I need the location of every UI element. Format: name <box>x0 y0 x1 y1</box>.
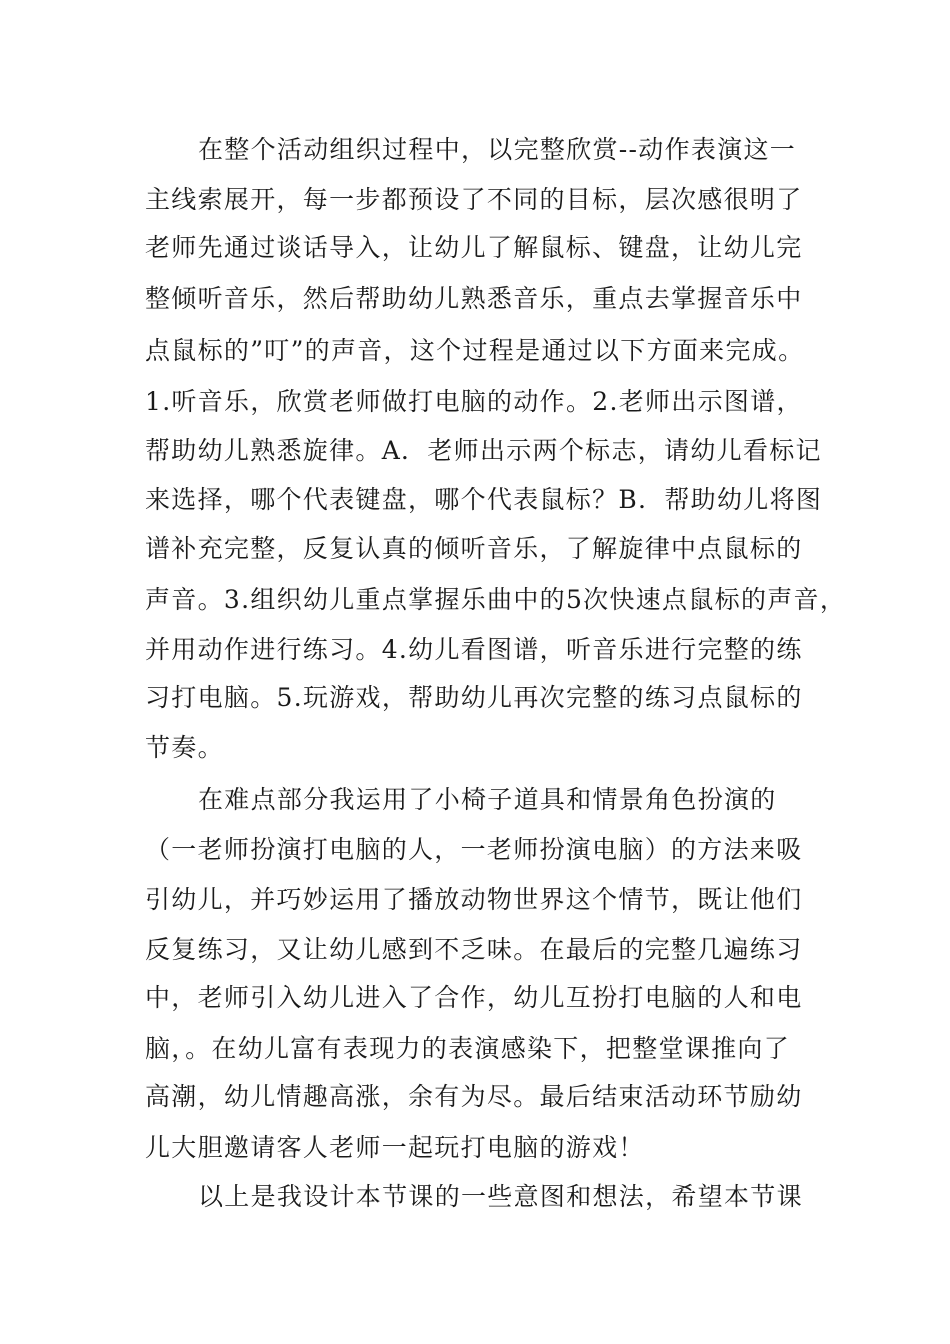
paragraph-1-line-9: 谱补充完整，反复认真的倾听音乐，了解旋律中点鼠标的 <box>145 534 803 563</box>
paragraph-1-line-3: 老师先通过谈话导入，让幼儿了解鼠标、键盘，让幼儿完 <box>145 233 803 262</box>
paragraph-1-line-4: 整倾听音乐，然后帮助幼儿熟悉音乐，重点去掌握音乐中 <box>145 284 803 313</box>
paragraph-1-line-13: 节奏。 <box>145 733 224 762</box>
paragraph-1-line-11: 并用动作进行练习。4.幼儿看图谱，听音乐进行完整的练 <box>145 635 803 664</box>
paragraph-1-line-10: 声音。3.组织幼儿重点掌握乐曲中的5次快速点鼠标的声音， <box>145 585 847 614</box>
paragraph-1-line-12: 习打电脑。5.玩游戏，帮助幼儿再次完整的练习点鼠标的 <box>145 683 803 712</box>
paragraph-2-line-2: （一老师扮演打电脑的人，一老师扮演电脑）的方法来吸 <box>145 835 803 864</box>
paragraph-2-line-6: 脑，。在幼儿富有表现力的表演感染下，把整堂课推向了 <box>145 1034 791 1063</box>
paragraph-2-line-5: 中，老师引入幼儿进入了合作，幼儿互扮打电脑的人和电 <box>145 983 803 1012</box>
paragraph-1-line-1: 在整个活动组织过程中，以完整欣赏--动作表演这一 <box>198 135 797 164</box>
paragraph-1-line-2: 主线索展开，每一步都预设了不同的目标，层次感很明了 <box>145 185 803 214</box>
paragraph-2-line-4: 反复练习，又让幼儿感到不乏味。在最后的完整几遍练习 <box>145 935 803 964</box>
paragraph-2-line-7: 高潮，幼儿情趣高涨，余有为尽。最后结束活动环节励幼 <box>145 1082 803 1111</box>
paragraph-2-line-8: 儿大胆邀请客人老师一起玩打电脑的游戏！ <box>145 1133 645 1162</box>
paragraph-1-line-8: 来选择，哪个代表键盘，哪个代表鼠标？B．帮助幼儿将图 <box>145 485 823 514</box>
paragraph-1-line-6: 1.听音乐，欣赏老师做打电脑的动作。2.老师出示图谱， <box>145 387 803 416</box>
paragraph-1-line-7: 帮助幼儿熟悉旋律。A．老师出示两个标志，请幼儿看标记 <box>145 436 822 465</box>
paragraph-1-line-5: 点鼠标的”叮”的声音，这个过程是通过以下方面来完成。 <box>145 336 805 365</box>
paragraph-2-line-3: 引幼儿，并巧妙运用了播放动物世界这个情节，既让他们 <box>145 885 803 914</box>
paragraph-3-line-1: 以上是我设计本节课的一些意图和想法，希望本节课 <box>198 1182 803 1211</box>
paragraph-2-line-1: 在难点部分我运用了小椅子道具和情景角色扮演的 <box>198 785 777 814</box>
